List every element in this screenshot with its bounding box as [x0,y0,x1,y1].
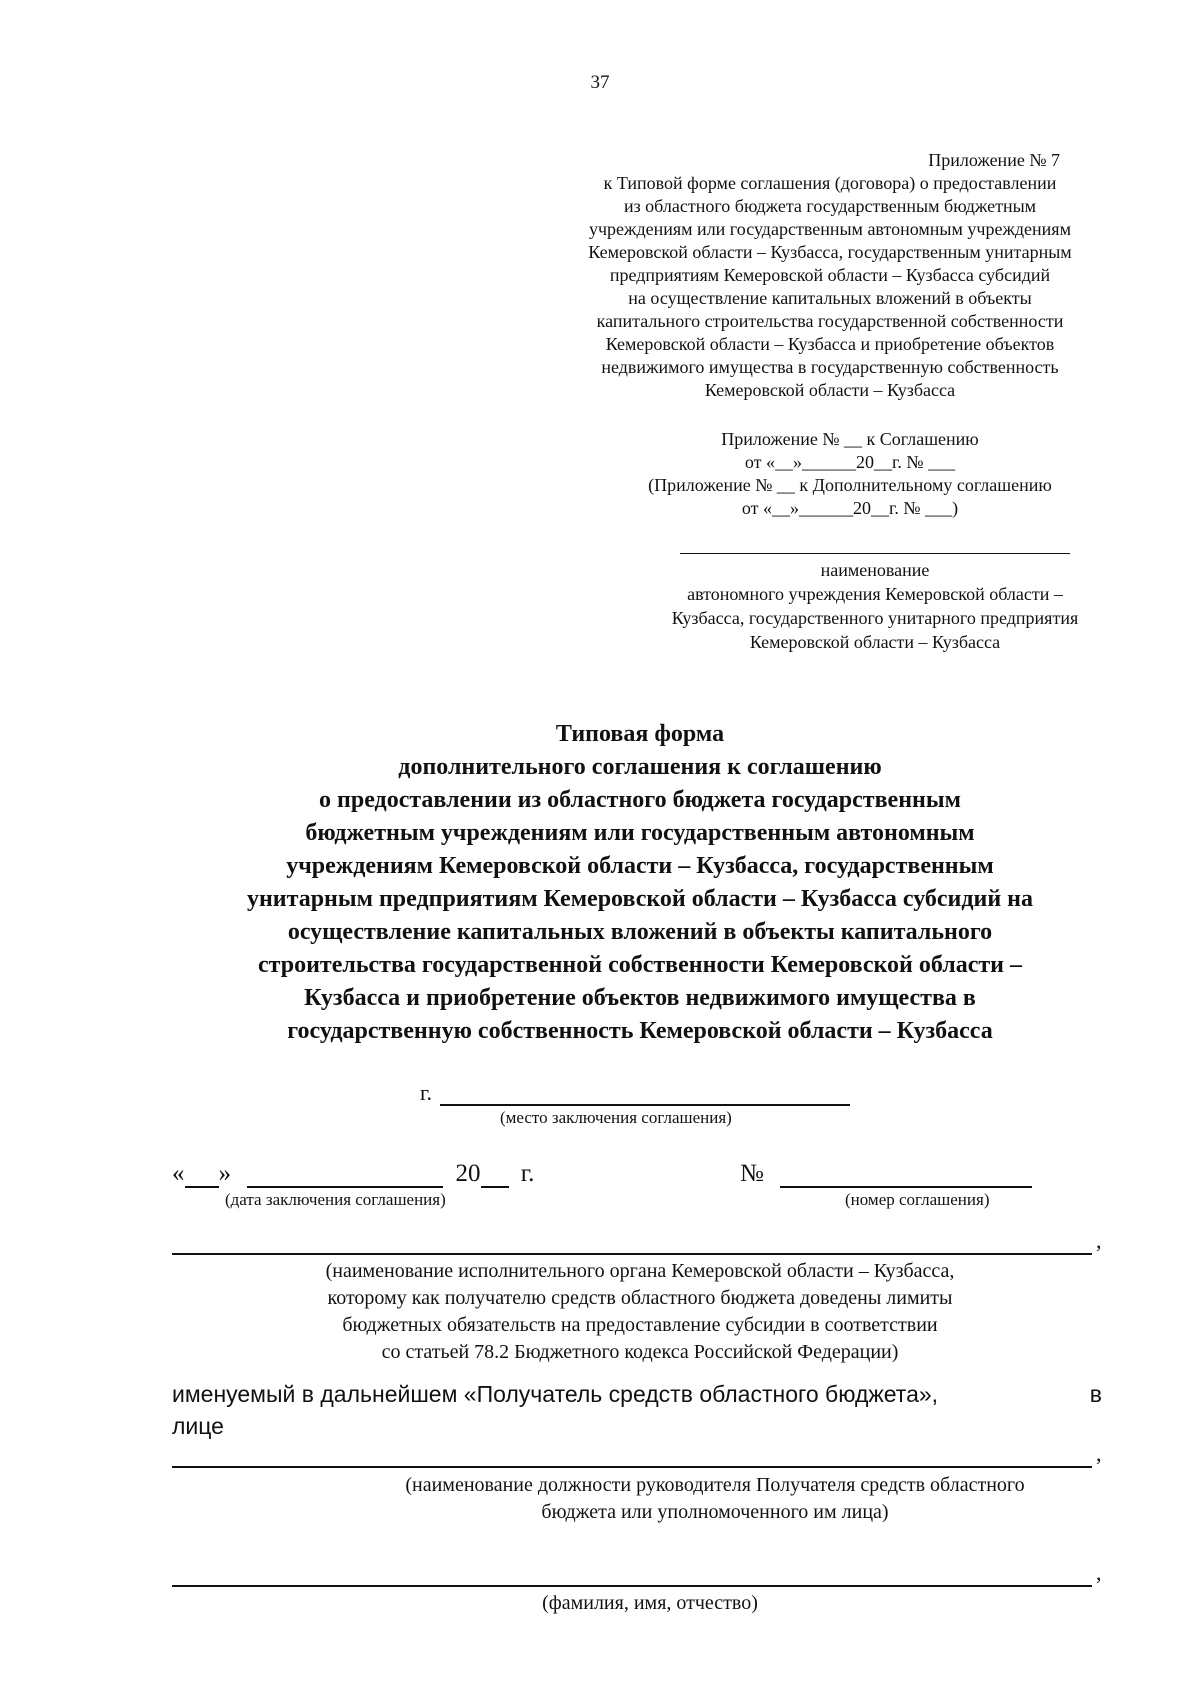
day-blank[interactable] [185,1164,219,1188]
position-caption-line: бюджета или уполномоченного им лица) [541,1501,889,1523]
title-line: осуществление капитальных вложений в объекты капитального [287,919,993,945]
month-blank[interactable] [247,1164,443,1188]
annex-line: капитального строительства государственной собственности [596,311,1064,331]
org-caption-line: автономного учреждения Кемеровской области – [687,584,1063,604]
year-suffix: г. [520,1160,535,1187]
title-line: строительства государственной собственности Кемеровской области – [258,952,1022,978]
organization-name-block [640,553,1110,654]
organization-name-line [680,553,1070,555]
year-blank[interactable] [481,1164,509,1188]
annex-header [540,149,1120,402]
fio-caption: (фамилия, имя, отчество) [542,1592,758,1614]
title-line: Кузбасса и приобретение объектов недвижимого имущества в [304,985,976,1011]
annex-line: учреждениям или государственным автономным учреждениям [589,219,1071,239]
body-line-1: именуемый в дальнейшем «Получатель средств областного бюджета», [172,1381,939,1407]
comma: , [1096,1441,1102,1466]
org-caption-line: наименование [820,560,930,580]
annex-line: Кемеровской области – Кузбасса [704,380,956,400]
year-prefix: 20 [455,1160,481,1187]
title-line: унитарным предприятиям Кемеровской области – Кузбасса субсидий на [246,886,1034,912]
annex-line: к Типовой форме соглашения (договора) о предоставлении [603,173,1057,193]
number-blank[interactable] [780,1164,1032,1188]
authority-caption-line: (наименование исполнительного органа Кемеровской области – Кузбасса, [325,1260,955,1282]
number-sign: № [740,1160,764,1187]
place-prefix: г. [420,1080,433,1105]
agreement-number-field [740,1160,1032,1188]
position-caption-line: (наименование должности руководителя Получателя средств областного [405,1474,1025,1496]
authority-blank[interactable] [172,1253,1092,1255]
body-line-1-end: в [1089,1381,1102,1407]
attachment-line: от «__»______20__г. № ___) [741,498,959,518]
annex-line: из областного бюджета государственным бюджетным [623,196,1037,216]
annex-line: Кемеровской области – Кузбасса и приобретение объектов [605,334,1055,354]
attachment-line: (Приложение № __ к Дополнительному соглашению [648,475,1052,495]
attachment-reference [600,428,1100,520]
annex-line: на осуществление капитальных вложений в объекты [628,288,1032,308]
title-line: бюджетным учреждениям или государственным автономным [305,820,975,846]
place-field [420,1080,850,1106]
annex-line: Кемеровской области – Кузбасса, государственным унитарным [588,242,1072,262]
comma: , [1096,1560,1102,1585]
attachment-line: Приложение № __ к Соглашению [721,429,979,449]
fio-blank[interactable] [172,1585,1092,1587]
title-line: о предоставлении из областного бюджета государственным [319,787,961,813]
title-line: учреждениям Кемеровской области – Кузбасса, государственным [286,853,994,879]
annex-line: недвижимого имущества в государственную собственность [601,357,1059,377]
body-paragraph [172,1378,1102,1442]
comma: , [1096,1228,1102,1253]
body-line-2: лице [172,1413,224,1439]
number-caption: (номер соглашения) [845,1190,990,1209]
title-line: дополнительного соглашения к соглашению [398,754,882,780]
position-caption [320,1472,1110,1526]
position-blank[interactable] [172,1466,1092,1468]
title-line: Типовая форма [555,721,725,747]
attachment-line: от «__»______20__г. № ___ [744,452,956,472]
authority-caption-line: со статьей 78.2 Бюджетного кодекса Российской Федерации) [381,1341,899,1363]
date-caption: (дата заключения соглашения) [225,1190,446,1209]
annex-line: предприятиям Кемеровской области – Кузбасса субсидий [609,265,1051,285]
title-line: государственную собственность Кемеровской области – Кузбасса [287,1018,993,1044]
org-caption-line: Кузбасса, государственного унитарного предприятия [671,608,1079,628]
date-field [172,1160,534,1188]
authority-caption-line: бюджетных обязательств на предоставление субсидии в соответствии [342,1314,938,1336]
document-title [160,718,1120,1048]
date-open-quote: « [172,1160,185,1187]
authority-caption-line: которому как получателю средств областного бюджета доведены лимиты [327,1287,953,1309]
org-caption-line: Кемеровской области – Кузбасса [749,632,1001,652]
place-blank[interactable] [440,1082,850,1106]
annex-number: Приложение № 7 [928,150,1060,170]
authority-caption [160,1258,1120,1366]
date-close-quote: » [218,1160,231,1187]
place-caption: (место заключения соглашения) [500,1108,732,1127]
page-number: 37 [590,72,610,93]
